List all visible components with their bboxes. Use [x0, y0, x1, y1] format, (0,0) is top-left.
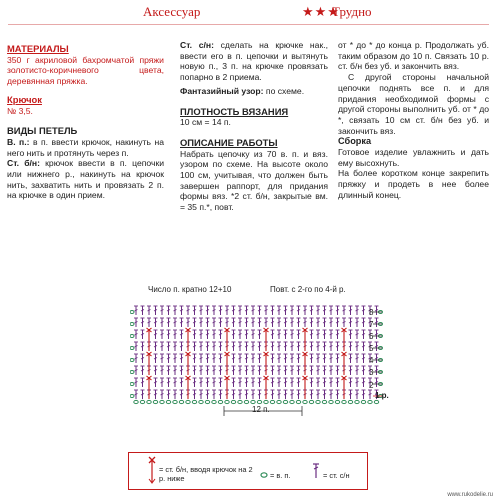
chain-stitch — [238, 400, 242, 403]
chain-stitch — [186, 400, 190, 403]
assembly-para-2: На более коротком конце закрепить пряжку и продеть в нее более длинный конец. — [338, 168, 489, 200]
first-row-label: 1 р. — [375, 391, 389, 400]
turning-chain — [130, 335, 134, 338]
chain-stitch — [134, 400, 138, 403]
chain-stitch — [251, 400, 255, 403]
chain-stitch — [199, 400, 203, 403]
finishing-para-2: С другой стороны начальной цепочки поднять все п. и для придания необходимой формы с другой стороны выполнить уб. от * до *, связать 10 см ст. б/н без уб. и закончить вяз. — [338, 72, 489, 136]
turning-chain — [130, 371, 134, 374]
chain-stitch — [231, 400, 235, 403]
chain-stitch — [374, 400, 378, 403]
assembly-heading: Сборка — [338, 136, 372, 147]
row-number: 4 — [369, 356, 374, 365]
double-crochet-icon — [312, 463, 320, 479]
chart-caption-multiple: Число п. кратно 12+10 — [148, 285, 232, 294]
chart-caption-repeat: Повт. с 2-го по 4-й р. — [270, 285, 346, 294]
header-divider — [8, 24, 489, 25]
column-finishing — [338, 40, 489, 201]
turning-chain — [130, 323, 134, 326]
sc-two-rows-below-icon — [147, 456, 157, 484]
chain-stitch — [270, 400, 274, 403]
chain-stitch — [342, 400, 346, 403]
chain-stitch — [153, 400, 157, 403]
chain-stitch — [140, 400, 144, 403]
chain-stitch — [205, 400, 209, 403]
chain-stitch — [329, 400, 333, 403]
chain-stitch — [296, 400, 300, 403]
gauge-heading: ПЛОТНОСТЬ ВЯЗАНИЯ — [180, 105, 289, 117]
hook-heading: Крючок — [7, 93, 42, 105]
chain-stitch — [179, 400, 183, 403]
column-description — [180, 40, 328, 213]
chain-stitch — [173, 400, 177, 403]
turning-chain — [130, 383, 134, 386]
chain-stitch — [257, 400, 261, 403]
difficulty-level: Трудно — [332, 4, 372, 19]
row-number: 8 — [369, 308, 374, 317]
turning-chain — [130, 347, 134, 350]
chain-stitch — [225, 400, 229, 403]
finishing-para-1: от * до * до конца р. Продолжать уб. таким образом до 10 п. Связать 10 р. ст. б/н без уб. и закончить вяз. — [338, 40, 489, 72]
turning-chain — [130, 359, 134, 362]
assembly-para-1: Готовое изделие увлажнить и дать ему высохнуть. — [338, 147, 489, 168]
chain-stitch — [348, 400, 352, 403]
chain-stitch — [212, 400, 216, 403]
single-crochet-description: Ст. б/н: крючок ввести в п. цепочки или нижнего р., накинуть на крючок нить, захватить нить и провязать 2 п. на крючке в один прием. — [7, 158, 165, 201]
chain-stitch — [316, 400, 320, 403]
chain-stitch — [290, 400, 294, 403]
crochet-chart — [130, 298, 392, 448]
chain-stitch-icon — [260, 472, 268, 478]
chart-legend — [128, 452, 368, 490]
chain-stitch — [166, 400, 170, 403]
materials-text: 350 г акриловой бахромчатой пряжи золотисто-коричневого цвета, деревянная пряжка. — [7, 54, 164, 87]
chain-stitch — [322, 400, 326, 403]
column-materials — [7, 40, 164, 201]
row-number: 7 — [369, 320, 374, 329]
chain-stitch — [218, 400, 222, 403]
materials-heading: МАТЕРИАЛЫ — [7, 43, 69, 54]
chain-stitch — [147, 400, 151, 403]
chain-stitch — [361, 400, 365, 403]
turning-chain — [130, 311, 134, 314]
hook-text: № 3,5. — [7, 105, 33, 116]
legend-sc-two-rows-below: = ст. б/н, вводя крючок на 2 р. ниже — [159, 465, 253, 483]
fancy-pattern-line: Фантазийный узор: по схеме. — [180, 85, 305, 96]
work-description-heading: ОПИСАНИЕ РАБОТЫ — [180, 136, 278, 148]
magazine-section-title: Аксессуар — [143, 4, 201, 19]
row-number: 3 — [369, 368, 374, 377]
stitch-types-heading: ВИДЫ ПЕТЕЛЬ — [7, 125, 78, 137]
chain-stitch — [335, 400, 339, 403]
chain-stitch — [244, 400, 248, 403]
chain-stitch — [264, 400, 268, 403]
chain-stitch — [283, 400, 287, 403]
chain-stitch — [160, 400, 164, 403]
chain-stitch — [303, 400, 307, 403]
repeat-width-label: 12 п. — [252, 405, 270, 414]
chain-stitch — [368, 400, 372, 403]
chain-stitch-description: В. п.: в п. ввести крючок, накинуть на него нить и протянуть через п. — [7, 136, 165, 158]
gauge-text: 10 см = 14 п. — [180, 117, 231, 128]
difficulty-stars: ★★★ — [302, 4, 340, 19]
legend-double-crochet: = ст. с/н — [323, 471, 350, 480]
legend-chain-stitch: = в. п. — [270, 471, 291, 480]
row-number: 6 — [369, 332, 374, 341]
row-number: 2 — [369, 381, 374, 390]
turning-chain — [130, 395, 134, 398]
work-description-text: Набрать цепочку из 70 в. п. и вяз. узором по схеме. На высоте около 100 см, учитывая, что должен быть завершен раппорт, для придания формы вяз. *2 ст. б/н, закрытые вм. = 35 п.*, повт. — [180, 148, 328, 213]
chain-stitch — [355, 400, 359, 403]
chain-stitch — [277, 400, 281, 403]
chain-stitch — [192, 400, 196, 403]
website-watermark: www.rukodelie.ru — [447, 492, 493, 498]
row-number: 5 — [369, 344, 374, 353]
double-crochet-description: Ст. с/н: сделать на крючке нак., ввести его в п. цепочки и вытянуть новую п., 3 п. на крючке провязать попарно в 2 приема. — [180, 40, 328, 83]
chain-stitch — [309, 400, 313, 403]
